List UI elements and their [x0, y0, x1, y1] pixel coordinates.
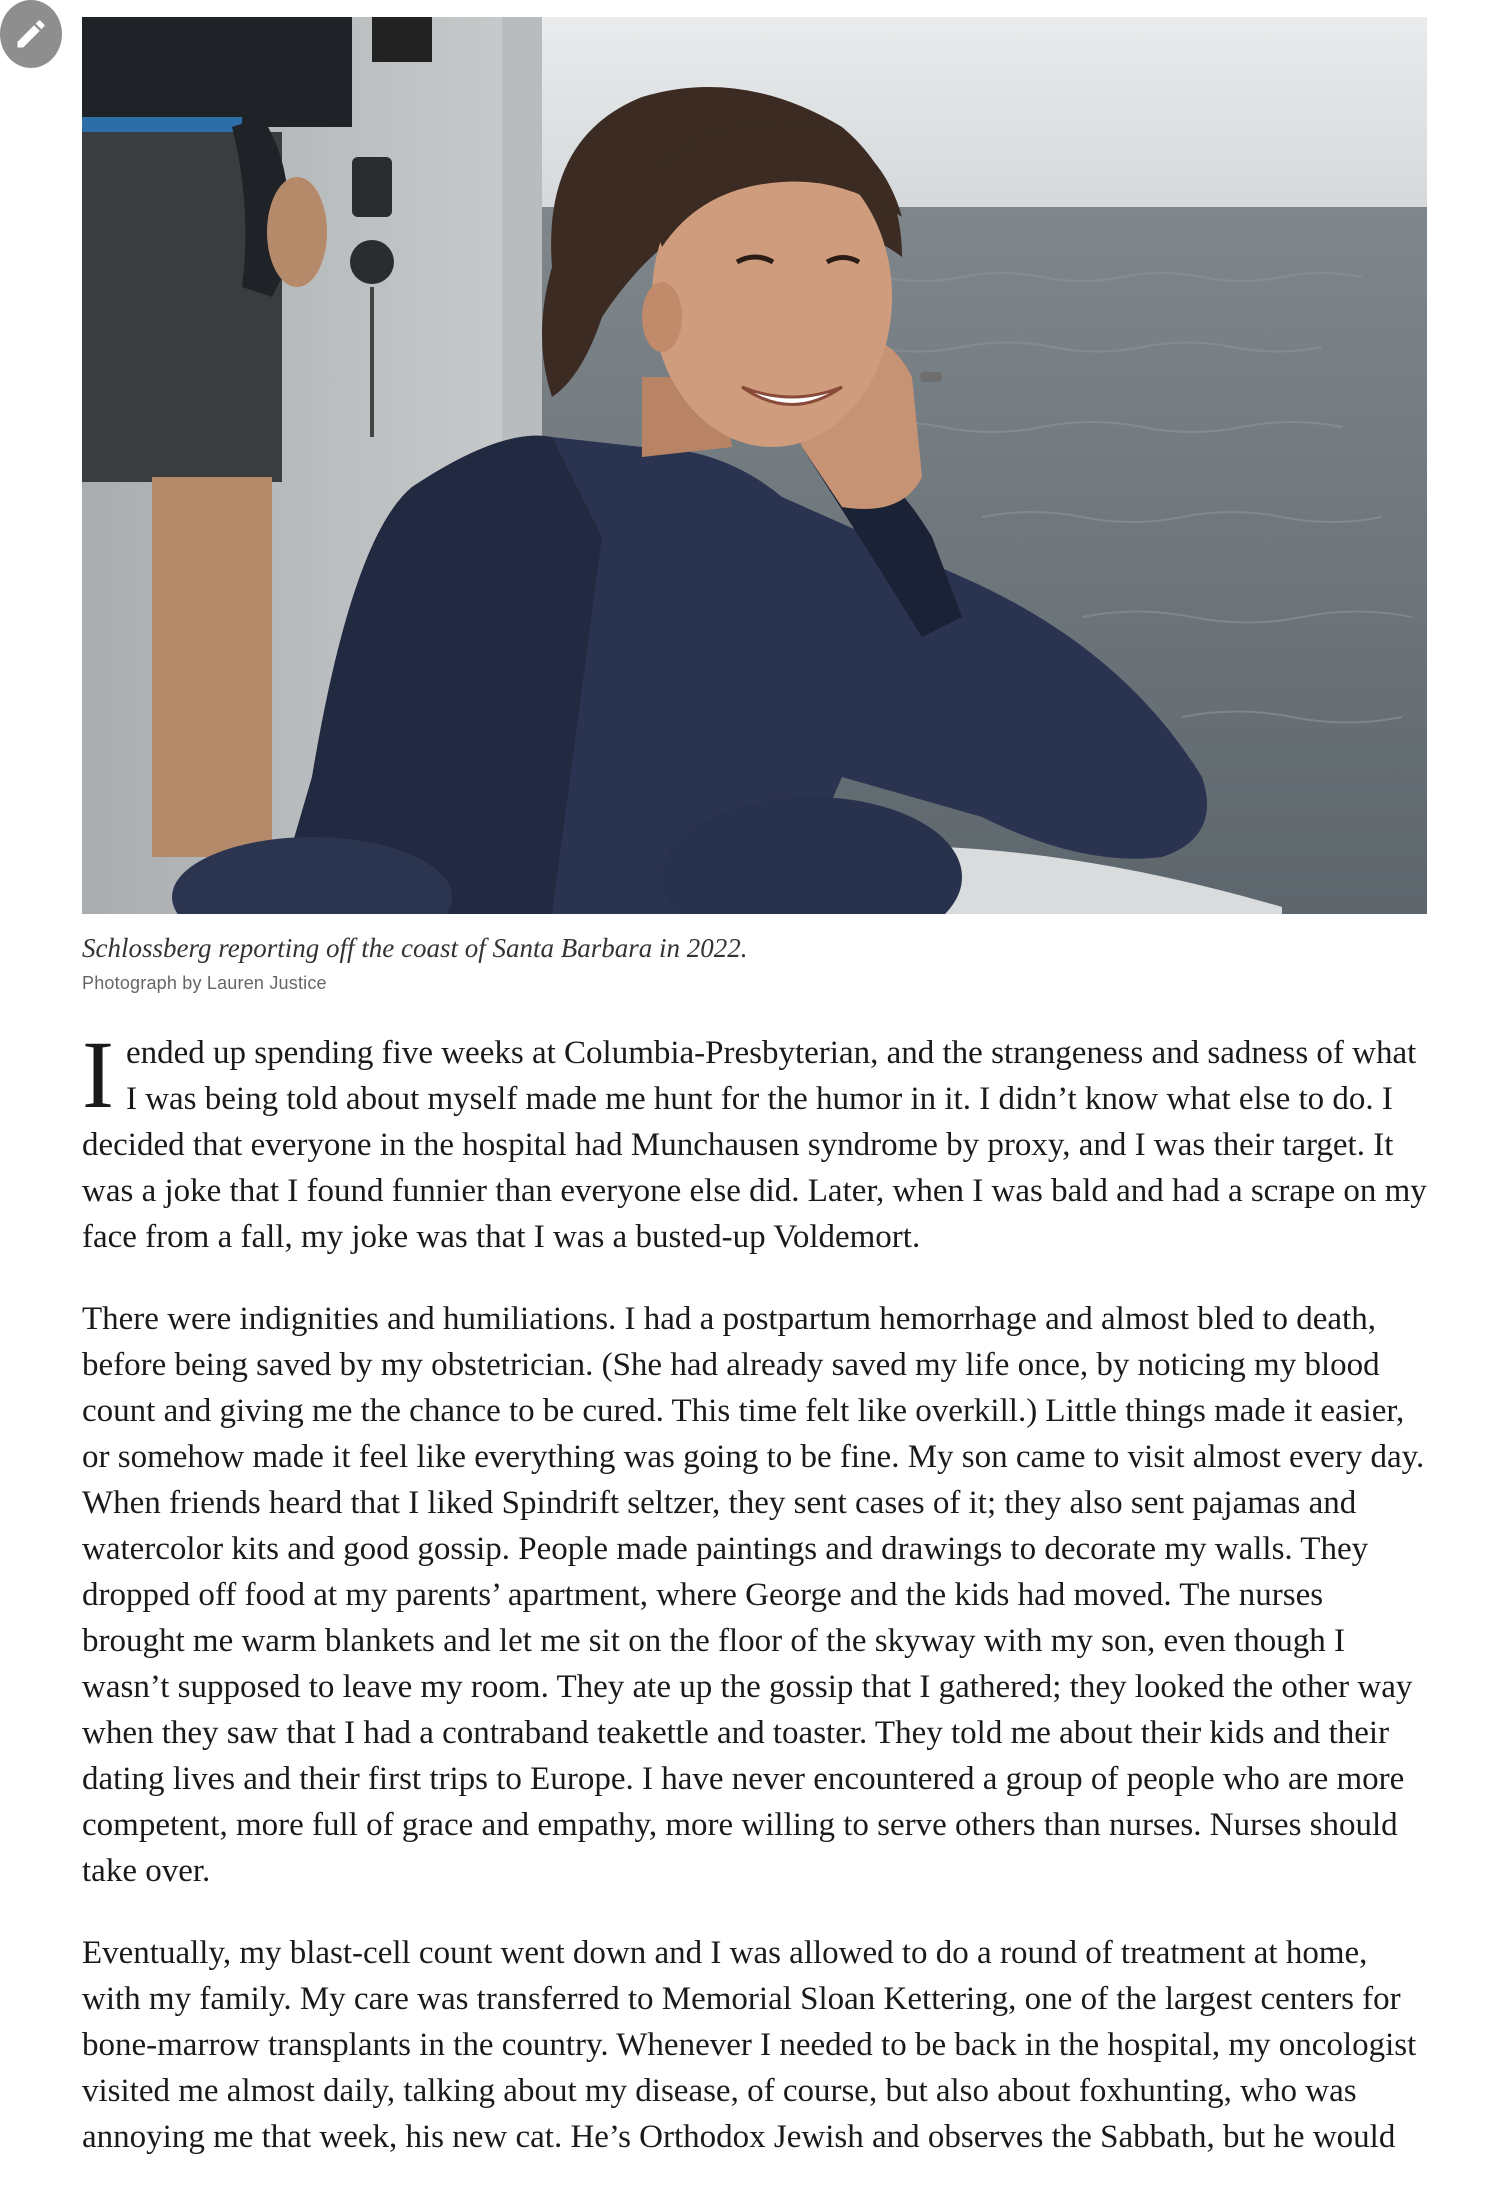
article-photo [82, 17, 1427, 914]
photo-illustration [82, 17, 1427, 914]
paragraph-1 [82, 1021, 1427, 1260]
paragraph-1-text: ended up spending five weeks at Columbia-Presbyterian, and the strangeness and sadness of what I was being told about myself made me hunt for the humor in it. I didn’t know what else to do. I decided that everyone in the hospital had Munchausen syndrome by proxy, and I was their target. It was a joke that I found funnier than everyone else did. Later, when I was bald and had a scrape on my face from a fall, my joke was that I was a busted-up Voldemort. [82, 1035, 1427, 1255]
photo-caption: Schlossberg reporting off the coast of Santa Barbara in 2022. [82, 933, 748, 963]
photo-credit: Photograph by Lauren Justice [82, 973, 327, 993]
drop-cap: I [82, 1021, 114, 1128]
article-body [82, 1021, 1427, 2160]
paragraph-2: There were indignities and humiliations. I had a postpartum hemorrhage and almost bled to death, before being saved by my obstetrician. (She had already saved my life once, by noticing my blood count and giving me the chance to be cured. This time felt like overkill.) Little things made it easier, or somehow made it feel like everything was going to be fine. My son came to visit almost every day. When friends heard that I liked Spindrift seltzer, they sent cases of it; they also sent pajamas and watercolor kits and good gossip. People made paintings and drawings to decorate my walls. They dropped off food at my parents’ apartment, where George and the kids had moved. The nurses brought me warm blankets and let me sit on the floor of the skyway with my son, even though I wasn’t supposed to leave my room. They ate up the gossip that I gathered; they looked the other way when they saw that I had a contraband teakettle and toaster. They told me about their kids and their dating lives and their first trips to Europe. I have never encountered a group of people who are more competent, more full of grace and empathy, more willing to serve others than nurses. Nurses should take over. [82, 1301, 1425, 1889]
paragraph-3: Eventually, my blast-cell count went down and I was allowed to do a round of treatment at home, with my family. My care was transferred to Memorial Sloan Kettering, one of the largest centers for bone-marrow transplants in the country. Whenever I needed to be back in the hospital, my oncologist visited me almost daily, talking about my disease, of course, but also about foxhunting, who was annoying me that week, his new cat. He’s Orthodox Jewish and observes the Sabbath, but he would [82, 1935, 1417, 2155]
pencil-icon [13, 16, 49, 52]
edit-button[interactable] [0, 0, 62, 68]
article [82, 17, 1427, 2196]
